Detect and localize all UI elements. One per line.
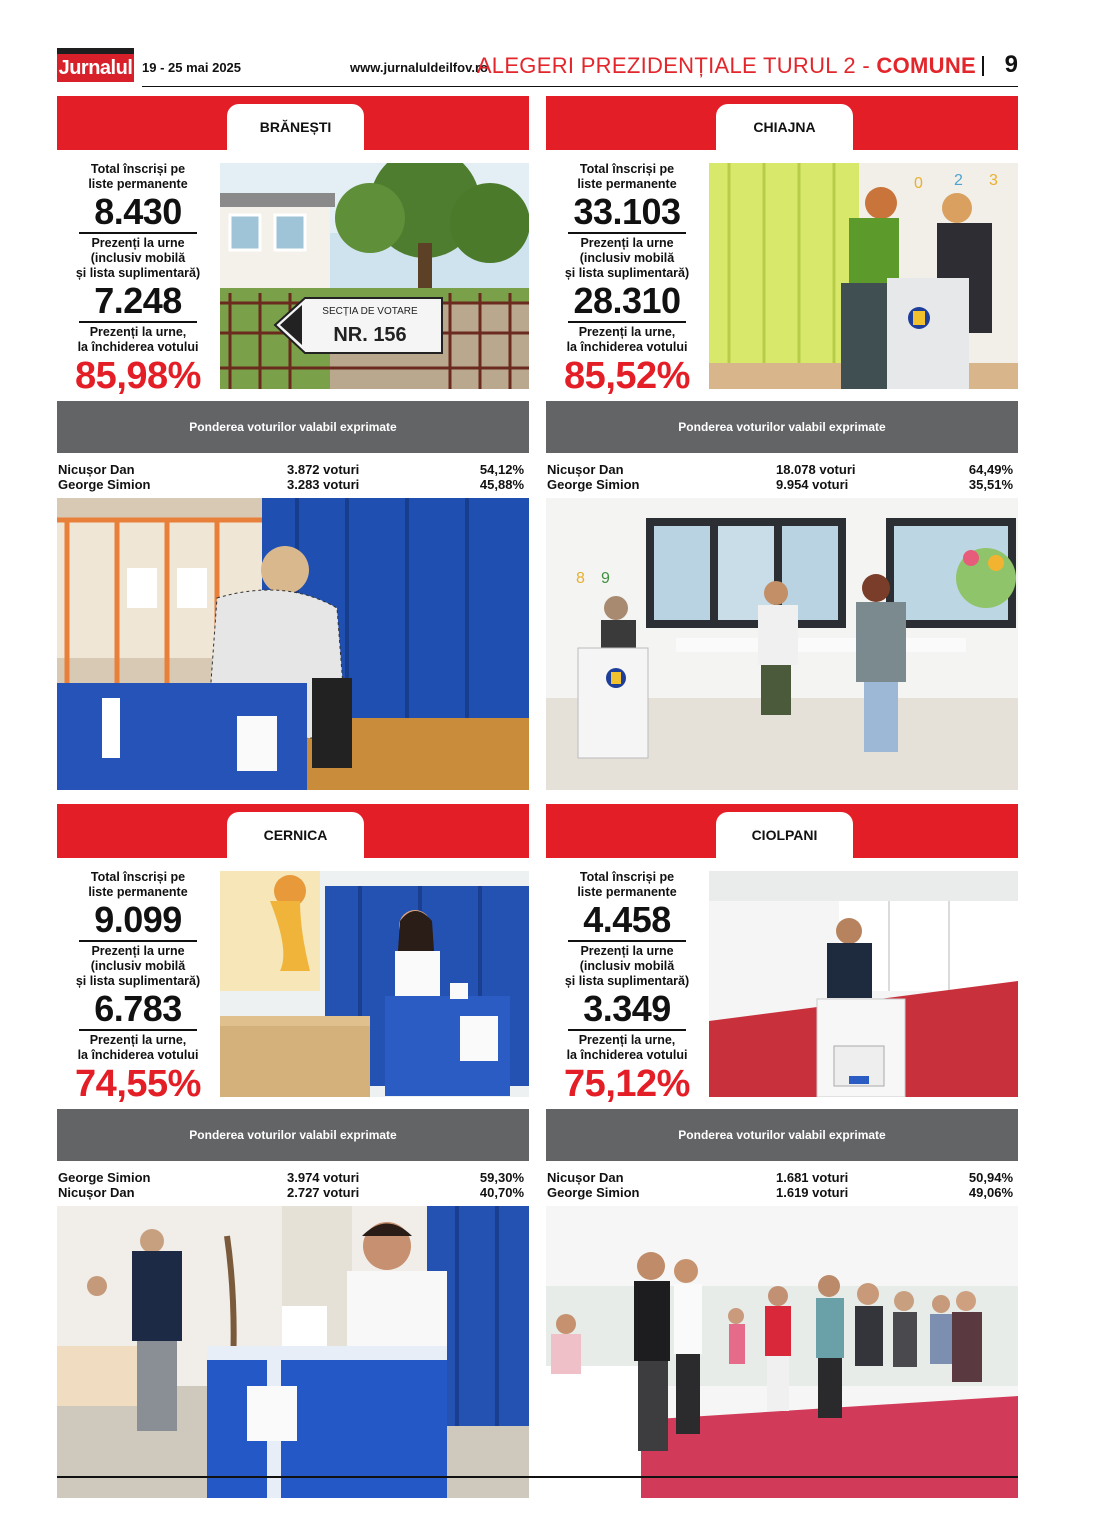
candidate-name: George Simion (58, 1170, 151, 1185)
result-row (546, 1185, 1013, 1200)
polling-station-photo (220, 163, 529, 389)
present-value: 28.310 (568, 281, 686, 323)
locality-stats (57, 162, 219, 397)
candidate-name: George Simion (547, 1185, 640, 1200)
website-link[interactable]: www.jurnaluldeilfov.ro (350, 60, 488, 75)
svg-text:9: 9 (601, 570, 610, 587)
voter-photo (57, 498, 529, 790)
svg-text:0: 0 (914, 175, 923, 192)
locality-name: BRĂNEȘTI (227, 104, 364, 159)
section-highlight: COMUNE (876, 53, 976, 78)
locality-stats (546, 870, 708, 1105)
locality-stats (57, 870, 219, 1105)
turnout-percent: 74,55% (75, 1063, 201, 1105)
candidate-votes: 1.681 voturi (776, 1170, 849, 1185)
present-label-3: și lista suplimentară) (75, 266, 201, 280)
voter-photo (546, 498, 1018, 790)
turnout-label-2: la închiderea votului (566, 340, 688, 354)
candidate-name: Nicușor Dan (58, 1185, 135, 1200)
candidate-percent: 59,30% (479, 1170, 524, 1185)
voter-photo (57, 1206, 529, 1498)
header-rule (142, 86, 1018, 87)
candidate-name: George Simion (58, 477, 151, 492)
present-label-3: și lista suplimentară) (75, 974, 201, 988)
votes-share-bar: Ponderea voturilor valabil exprimate (546, 1109, 1018, 1161)
present-label-3: și lista suplimentară) (564, 266, 690, 280)
turnout-percent: 75,12% (564, 1063, 690, 1105)
registered-label: Total înscriși pe liste permanente (577, 870, 677, 899)
results-list (546, 462, 1013, 492)
registered-value: 9.099 (79, 900, 197, 942)
result-row (546, 477, 1013, 492)
present-label-3: și lista suplimentară) (564, 974, 690, 988)
locality-name: CIOLPANI (716, 812, 853, 867)
turnout-percent: 85,98% (75, 355, 201, 397)
candidate-votes: 3.283 voturi (287, 477, 360, 492)
logo: Jurnalul (57, 54, 134, 82)
votes-share-bar: Ponderea voturilor valabil exprimate (546, 401, 1018, 453)
sign-line-1: SECȚIA DE VOTARE (322, 306, 418, 317)
results-list (57, 462, 524, 492)
present-value: 7.248 (79, 281, 197, 323)
result-row (546, 462, 1013, 477)
svg-text:8: 8 (576, 570, 585, 587)
turnout-label-1: Prezenți la urne, (89, 1033, 187, 1047)
result-row (57, 462, 524, 477)
sign-line-2: NR. 156 (333, 324, 407, 346)
votes-share-bar: Ponderea voturilor valabil exprimate (57, 401, 529, 453)
page-number: 9 (1004, 51, 1018, 78)
candidate-votes: 18.078 voturi (776, 462, 856, 477)
page-separator (982, 56, 984, 76)
turnout-label-1: Prezenți la urne, (578, 1033, 676, 1047)
results-list (546, 1170, 1013, 1200)
present-label-2: (inclusiv mobilă (90, 251, 186, 265)
registered-value: 33.103 (568, 192, 686, 234)
candidate-name: Nicușor Dan (547, 1170, 624, 1185)
candidate-votes: 3.872 voturi (287, 462, 360, 477)
issue-date: 19 - 25 mai 2025 (142, 60, 242, 75)
candidate-percent: 50,94% (968, 1170, 1013, 1185)
present-value: 3.349 (568, 989, 686, 1031)
turnout-percent: 85,52% (564, 355, 690, 397)
registered-label: Total înscriși pe liste permanente (88, 870, 188, 899)
present-label-1: Prezenți la urne (580, 236, 674, 250)
registered-value: 4.458 (568, 900, 686, 942)
candidate-votes: 3.974 voturi (287, 1170, 360, 1185)
result-row (57, 1185, 524, 1200)
result-row (57, 1170, 524, 1185)
turnout-label-1: Prezenți la urne, (578, 325, 676, 339)
section-prefix: ALEGERI PREZIDENȚIALE TURUL 2 - (476, 53, 877, 78)
registered-label: Total înscriși pe liste permanente (88, 162, 188, 191)
present-label-2: (inclusiv mobilă (579, 959, 675, 973)
candidate-name: George Simion (547, 477, 640, 492)
locality-stats (546, 162, 708, 397)
registered-value: 8.430 (79, 192, 197, 234)
polling-station-photo (220, 871, 529, 1097)
svg-text:3: 3 (989, 172, 998, 189)
page-header (57, 48, 1018, 88)
candidate-name: Nicușor Dan (547, 462, 624, 477)
registered-label: Total înscriși pe liste permanente (577, 162, 677, 191)
candidate-percent: 54,12% (479, 462, 524, 477)
polling-station-photo (709, 871, 1018, 1097)
candidate-percent: 35,51% (968, 477, 1013, 492)
turnout-label-2: la închiderea votului (77, 1048, 199, 1062)
present-value: 6.783 (79, 989, 197, 1031)
candidate-percent: 45,88% (479, 477, 524, 492)
present-label-2: (inclusiv mobilă (90, 959, 186, 973)
candidate-percent: 40,70% (479, 1185, 524, 1200)
locality-name: CERNICA (227, 812, 364, 867)
present-label-2: (inclusiv mobilă (579, 251, 675, 265)
bottom-rule (57, 1476, 1018, 1478)
candidate-votes: 2.727 voturi (287, 1185, 360, 1200)
result-row (57, 477, 524, 492)
present-label-1: Prezenți la urne (91, 236, 185, 250)
votes-share-bar: Ponderea voturilor valabil exprimate (57, 1109, 529, 1161)
turnout-label-2: la închiderea votului (566, 1048, 688, 1062)
turnout-label-2: la închiderea votului (77, 340, 199, 354)
polling-station-photo (709, 163, 1018, 389)
turnout-label-1: Prezenți la urne, (89, 325, 187, 339)
section-title (477, 53, 976, 79)
candidate-votes: 1.619 voturi (776, 1185, 849, 1200)
present-label-1: Prezenți la urne (91, 944, 185, 958)
candidate-votes: 9.954 voturi (776, 477, 849, 492)
result-row (546, 1170, 1013, 1185)
candidate-percent: 64,49% (968, 462, 1013, 477)
svg-text:2: 2 (954, 172, 963, 189)
voter-photo (546, 1206, 1018, 1498)
candidate-percent: 49,06% (968, 1185, 1013, 1200)
results-list (57, 1170, 524, 1200)
candidate-name: Nicușor Dan (58, 462, 135, 477)
present-label-1: Prezenți la urne (580, 944, 674, 958)
locality-name: CHIAJNA (716, 104, 853, 159)
